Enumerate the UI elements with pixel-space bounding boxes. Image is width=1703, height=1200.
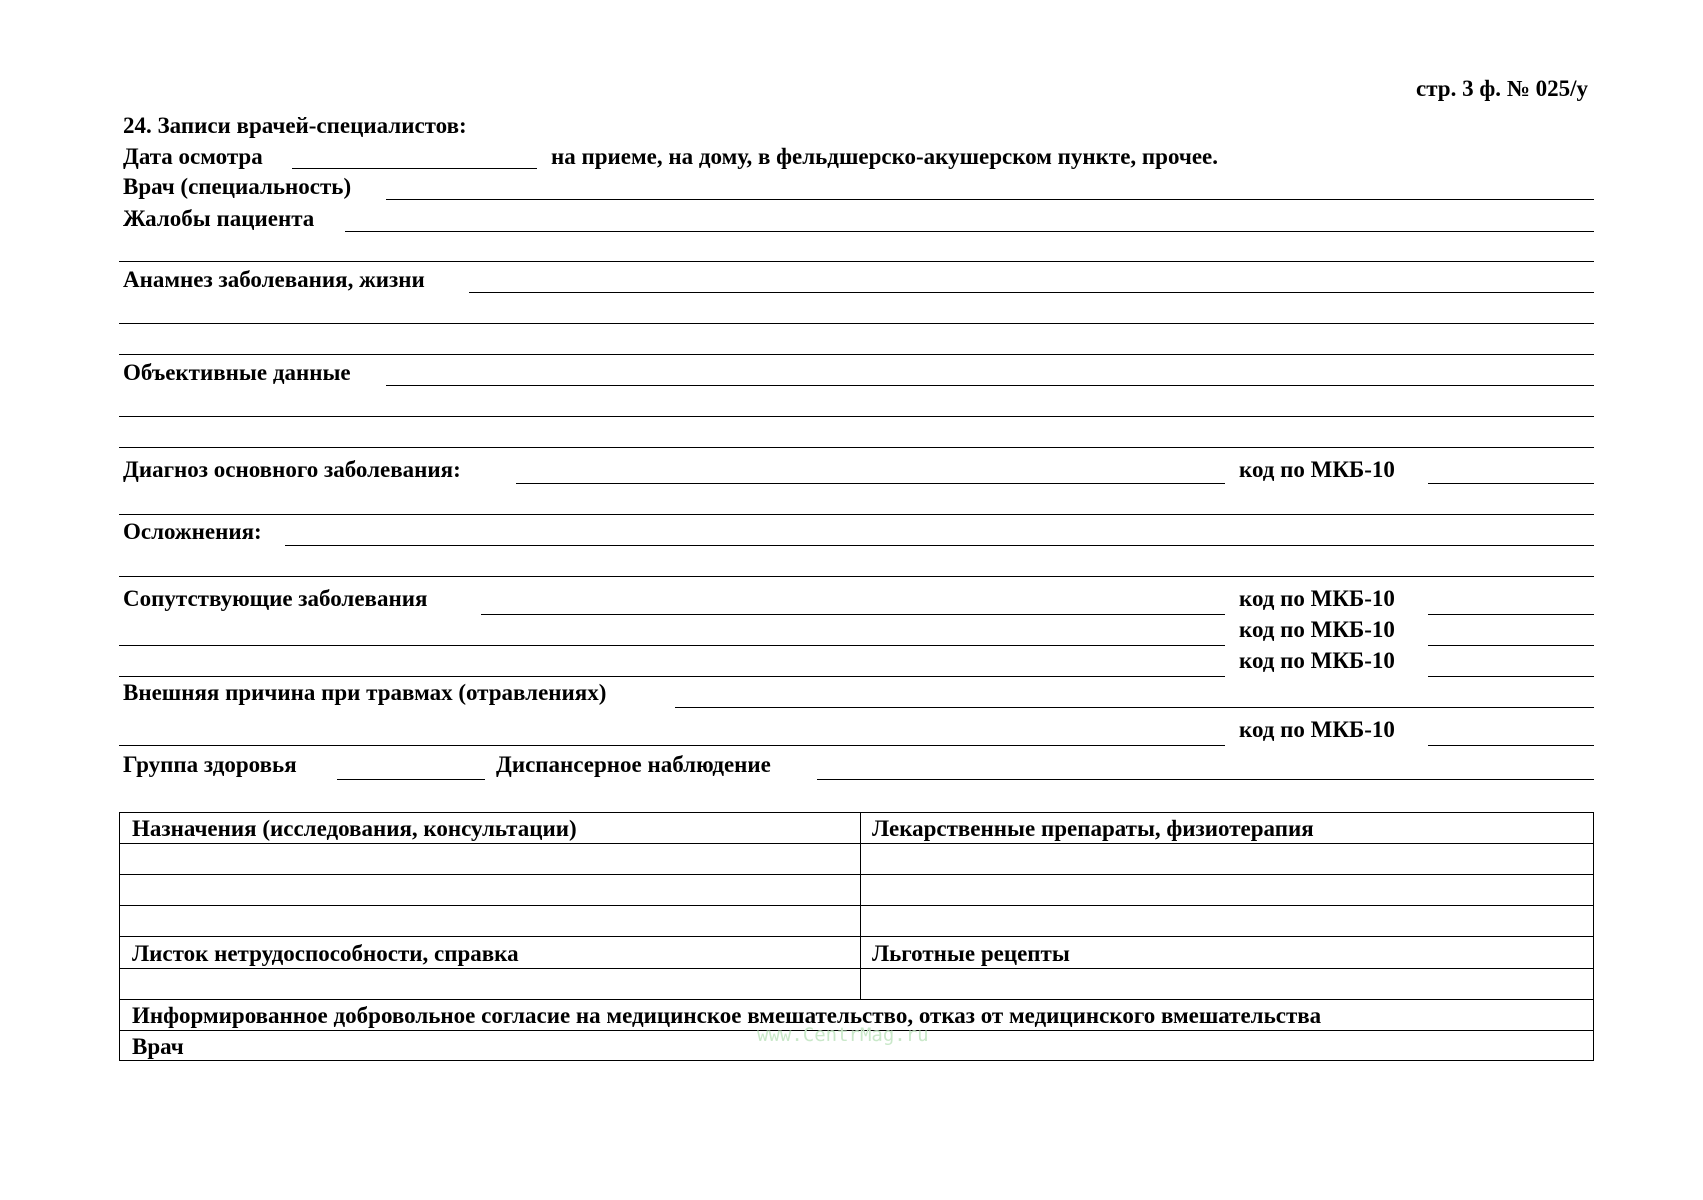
section-title: 24. Записи врачей-специалистов: [123,113,467,138]
table-row-divider [120,936,1593,937]
prescriptions-header: Назначения (исследования, консультации) [132,816,577,841]
comorbidities-label: Сопутствующие заболевания [123,586,428,611]
complications-label: Осложнения: [123,519,262,544]
page-reference: стр. 3 ф. № 025/у [1416,76,1588,101]
external-cause-icd-label: код по МКБ-10 [1239,717,1395,742]
objective-data-field[interactable] [386,385,1594,386]
comorbidities-field-line-3[interactable] [119,676,1225,677]
complaints-field[interactable] [345,231,1594,232]
preferential-prescriptions-cell[interactable] [862,969,1593,999]
comorbidities-icd-label-3: код по МКБ-10 [1239,648,1395,673]
comorbidities-icd-label-1: код по МКБ-10 [1239,586,1395,611]
doctor-signature-label: Врач [132,1034,184,1059]
comorbidities-field[interactable] [481,614,1225,615]
comorbidities-icd-field-2[interactable] [1428,645,1594,646]
prescriptions-cell-2[interactable] [120,875,860,905]
external-cause-label: Внешняя причина при травмах (отравлениях) [123,680,607,705]
comorbidities-icd-field-1[interactable] [1428,614,1594,615]
comorbidities-icd-label-2: код по МКБ-10 [1239,617,1395,642]
dispensary-field[interactable] [817,779,1594,780]
main-diagnosis-icd-field[interactable] [1428,483,1594,484]
objective-data-field-line-3[interactable] [119,447,1594,448]
drugs-cell-3[interactable] [862,906,1593,936]
objective-data-label: Объективные данные [123,360,351,385]
doctor-specialty-field[interactable] [386,199,1594,200]
external-cause-icd-field[interactable] [1428,745,1594,746]
table-row-divider [120,999,1593,1000]
preferential-prescriptions-header: Льготные рецепты [872,941,1070,966]
informed-consent-row: Информированное добровольное согласие на медицинское вмешательство, отказ от медицинского вмешательства [132,1003,1322,1028]
drugs-cell-2[interactable] [862,875,1593,905]
anamnesis-field-line-3[interactable] [119,354,1594,355]
anamnesis-label: Анамнез заболевания, жизни [123,267,425,292]
exam-date-label: Дата осмотра [123,144,263,169]
health-group-field[interactable] [337,779,485,780]
dispensary-label: Диспансерное наблюдение [496,752,771,777]
complaints-field-line-2[interactable] [119,261,1594,262]
complications-field-line-2[interactable] [119,576,1594,577]
doctor-specialty-label: Врач (специальность) [123,174,352,199]
comorbidities-field-line-2[interactable] [119,645,1225,646]
table-column-divider [860,813,861,999]
comorbidities-icd-field-3[interactable] [1428,676,1594,677]
main-diagnosis-icd-label: код по МКБ-10 [1239,457,1395,482]
complaints-label: Жалобы пациента [123,206,315,231]
anamnesis-field[interactable] [469,292,1594,293]
sick-leave-cell[interactable] [120,969,860,999]
complications-field[interactable] [285,545,1594,546]
exam-date-field[interactable] [292,168,537,169]
main-diagnosis-field[interactable] [516,483,1225,484]
prescriptions-cell-3[interactable] [120,906,860,936]
sick-leave-header: Листок нетрудоспособности, справка [132,941,519,966]
watermark: www.CentrMag.ru [757,1024,929,1046]
main-diagnosis-label: Диагноз основного заболевания: [123,457,461,482]
drugs-cell-1[interactable] [862,844,1593,874]
external-cause-field[interactable] [675,707,1594,708]
health-group-label: Группа здоровья [123,752,297,777]
exam-place-options: на приеме, на дому, в фельдшерско-акушерском пункте, прочее. [551,144,1218,169]
main-diagnosis-field-line-2[interactable] [119,514,1594,515]
drugs-header: Лекарственные препараты, физиотерапия [872,816,1314,841]
external-cause-field-line-2[interactable] [119,745,1225,746]
prescriptions-cell-1[interactable] [120,844,860,874]
anamnesis-field-line-2[interactable] [119,323,1594,324]
objective-data-field-line-2[interactable] [119,416,1594,417]
